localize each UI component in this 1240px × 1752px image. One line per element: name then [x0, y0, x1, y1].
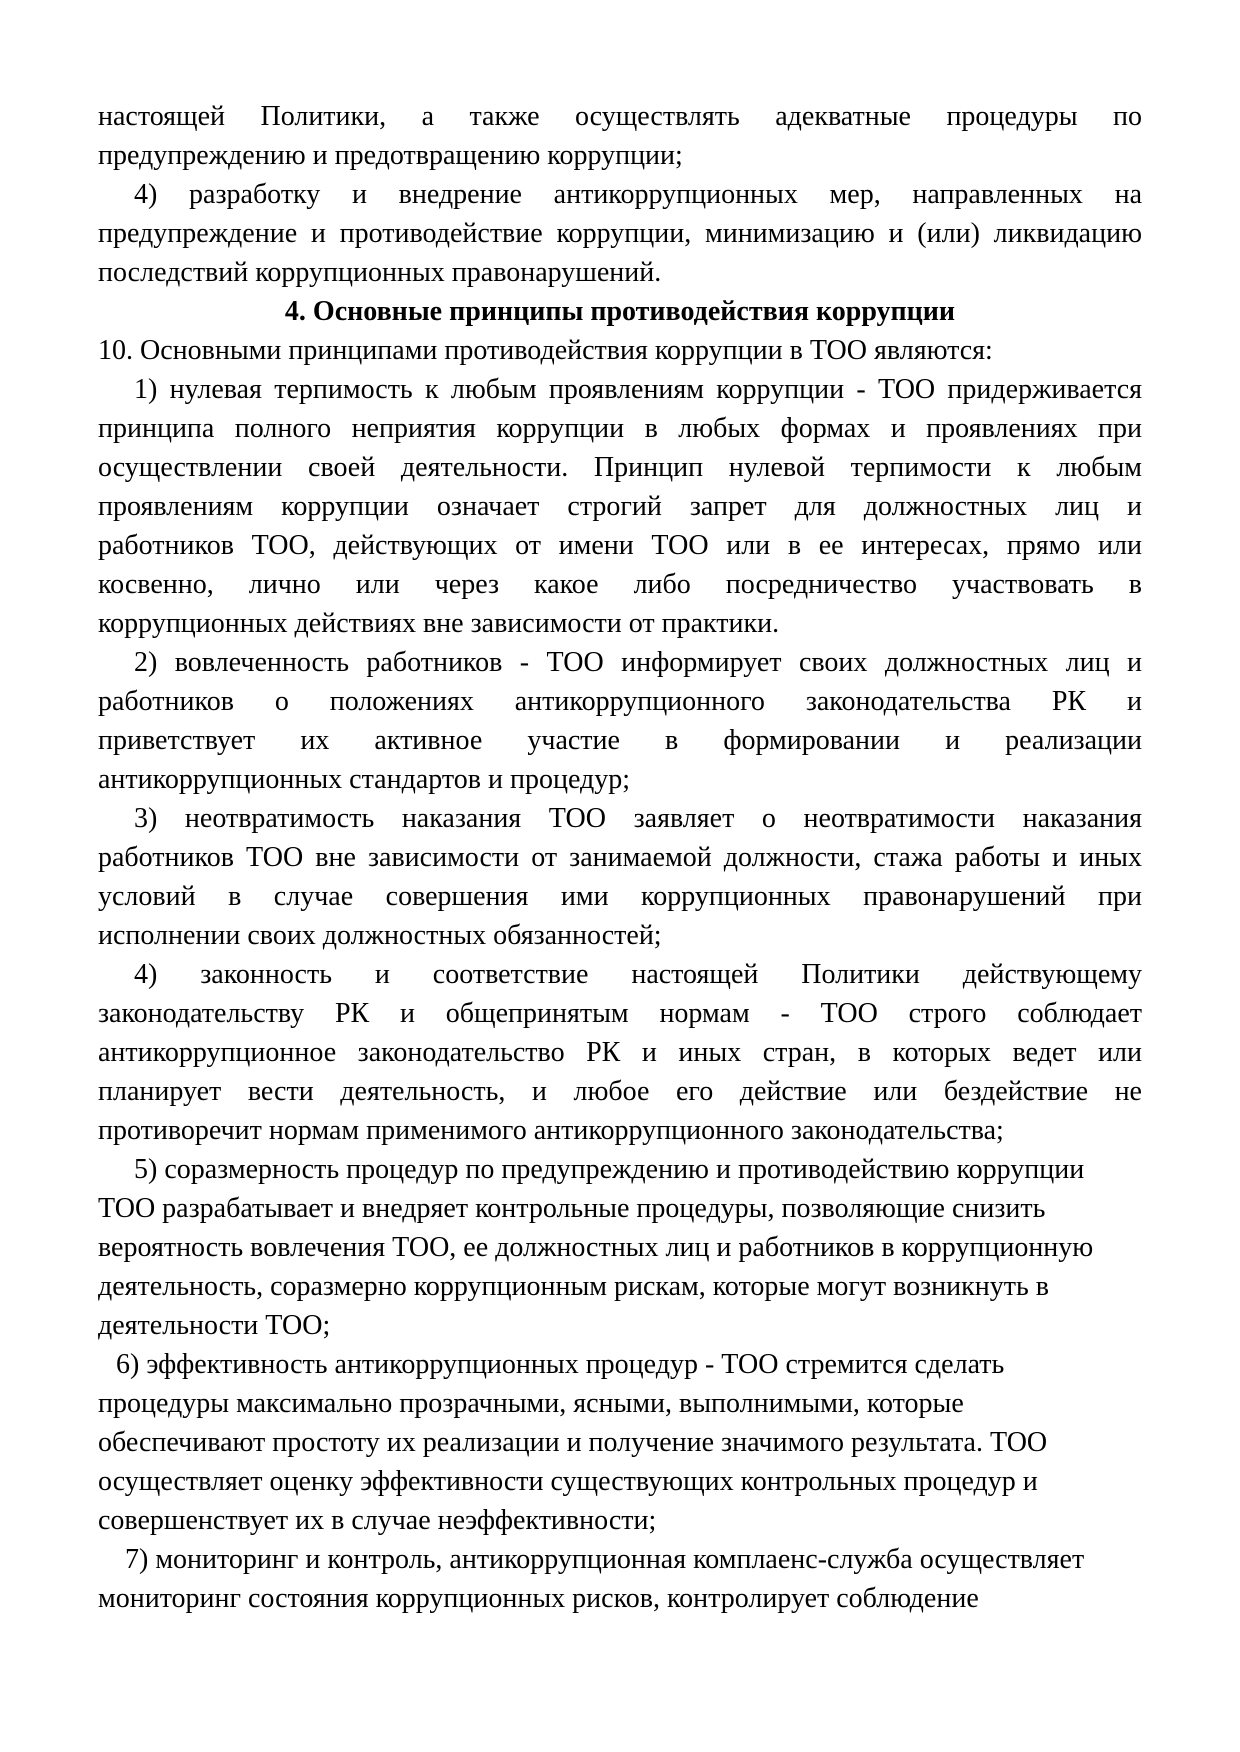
text-line: косвенно, лично или через какое либо посредничество участвовать в: [98, 569, 1142, 600]
text-line: 10. Основными принципами противодействия коррупции в ТОО являются:: [98, 335, 993, 366]
text-line: 7) мониторинг и контроль, антикоррупционная комплаенс-служба осуществляет: [125, 1544, 1085, 1575]
text-line: процедуры максимально прозрачными, ясными, выполнимыми, которые: [98, 1388, 964, 1419]
text-line: предупреждение и противодействие коррупции, минимизацию и (или) ликвидацию: [98, 218, 1142, 249]
text-line: 4) законность и соответствие настоящей Политики действующему: [134, 959, 1142, 990]
text-line: 6) эффективность антикоррупционных процедур - ТОО стремится сделать: [116, 1349, 1005, 1380]
text-line: антикоррупционное законодательство РК и иных стран, в которых ведет или: [98, 1037, 1142, 1068]
text-line: совершенствует их в случае неэффективности;: [98, 1505, 657, 1536]
text-line: 5) соразмерность процедур по предупреждению и противодействию коррупции: [134, 1154, 1085, 1185]
text-line: обеспечивают простоту их реализации и получение значимого результата. ТОО: [98, 1427, 1048, 1458]
body-paragraph: [98, 1540, 1142, 1618]
body-paragraph: [98, 1150, 1142, 1345]
text-line: мониторинг состояния коррупционных рисков, контролирует соблюдение: [98, 1583, 979, 1614]
text-line: деятельности ТОО;: [98, 1310, 331, 1341]
text-line: настоящей Политики, а также осуществлять адекватные процедуры по: [98, 101, 1142, 132]
text-line: принципа полного неприятия коррупции в любых формах и проявлениях при: [98, 413, 1142, 444]
text-line: приветствует их активное участие в формировании и реализации: [98, 725, 1142, 756]
body-paragraph: [98, 1345, 1142, 1540]
body-paragraph: [98, 370, 1142, 643]
text-line: планирует вести деятельность, и любое его действие или бездействие не: [98, 1076, 1142, 1107]
text-line: 4) разработку и внедрение антикоррупционных мер, направленных на: [134, 179, 1142, 210]
text-line: работников ТОО вне зависимости от занимаемой должности, стажа работы и иных: [98, 842, 1142, 873]
text-line: условий в случае совершения ими коррупционных правонарушений при: [98, 881, 1142, 912]
text-line: противоречит нормам применимого антикоррупционного законодательства;: [98, 1115, 1004, 1146]
body-paragraph: [98, 331, 1142, 370]
text-line: законодательству РК и общепринятым нормам - ТОО строго соблюдает: [98, 998, 1142, 1029]
text-line: антикоррупционных стандартов и процедур;: [98, 764, 631, 795]
text-line: деятельность, соразмерно коррупционным рискам, которые могут возникнуть в: [98, 1271, 1049, 1302]
text-line: работников ТОО, действующих от имени ТОО или в ее интересах, прямо или: [98, 530, 1142, 561]
text-line: коррупционных действиях вне зависимости от практики.: [98, 608, 780, 639]
text-line: 2) вовлеченность работников - ТОО информирует своих должностных лиц и: [134, 647, 1142, 678]
text-line: ТОО разрабатывает и внедряет контрольные процедуры, позволяющие снизить: [98, 1193, 1046, 1224]
body-paragraph: [98, 97, 1142, 175]
text-line: 3) неотвратимость наказания ТОО заявляет о неотвратимости наказания: [134, 803, 1142, 834]
text-line: исполнении своих должностных обязанностей;: [98, 920, 662, 951]
text-line: проявлениям коррупции означает строгий запрет для должностных лиц и: [98, 491, 1142, 522]
body-paragraph: [98, 955, 1142, 1150]
text-line: осуществлении своей деятельности. Принцип нулевой терпимости к любым: [98, 452, 1142, 483]
body-paragraph: [98, 175, 1142, 292]
text-line: работников о положениях антикоррупционного законодательства РК и: [98, 686, 1142, 717]
text-line: осуществляет оценку эффективности существующих контрольных процедур и: [98, 1466, 1038, 1497]
text-line: вероятность вовлечения ТОО, ее должностных лиц и работников в коррупционную: [98, 1232, 1094, 1263]
text-line: предупреждению и предотвращению коррупции;: [98, 140, 683, 171]
body-paragraph: [98, 643, 1142, 799]
body-paragraph: [98, 799, 1142, 955]
text-line: 1) нулевая терпимость к любым проявлениям коррупции - ТОО придерживается: [134, 374, 1142, 405]
heading-line: 4. Основные принципы противодействия коррупции: [284, 296, 956, 327]
text-line: последствий коррупционных правонарушений.: [98, 257, 662, 288]
section-heading: [98, 292, 1142, 331]
